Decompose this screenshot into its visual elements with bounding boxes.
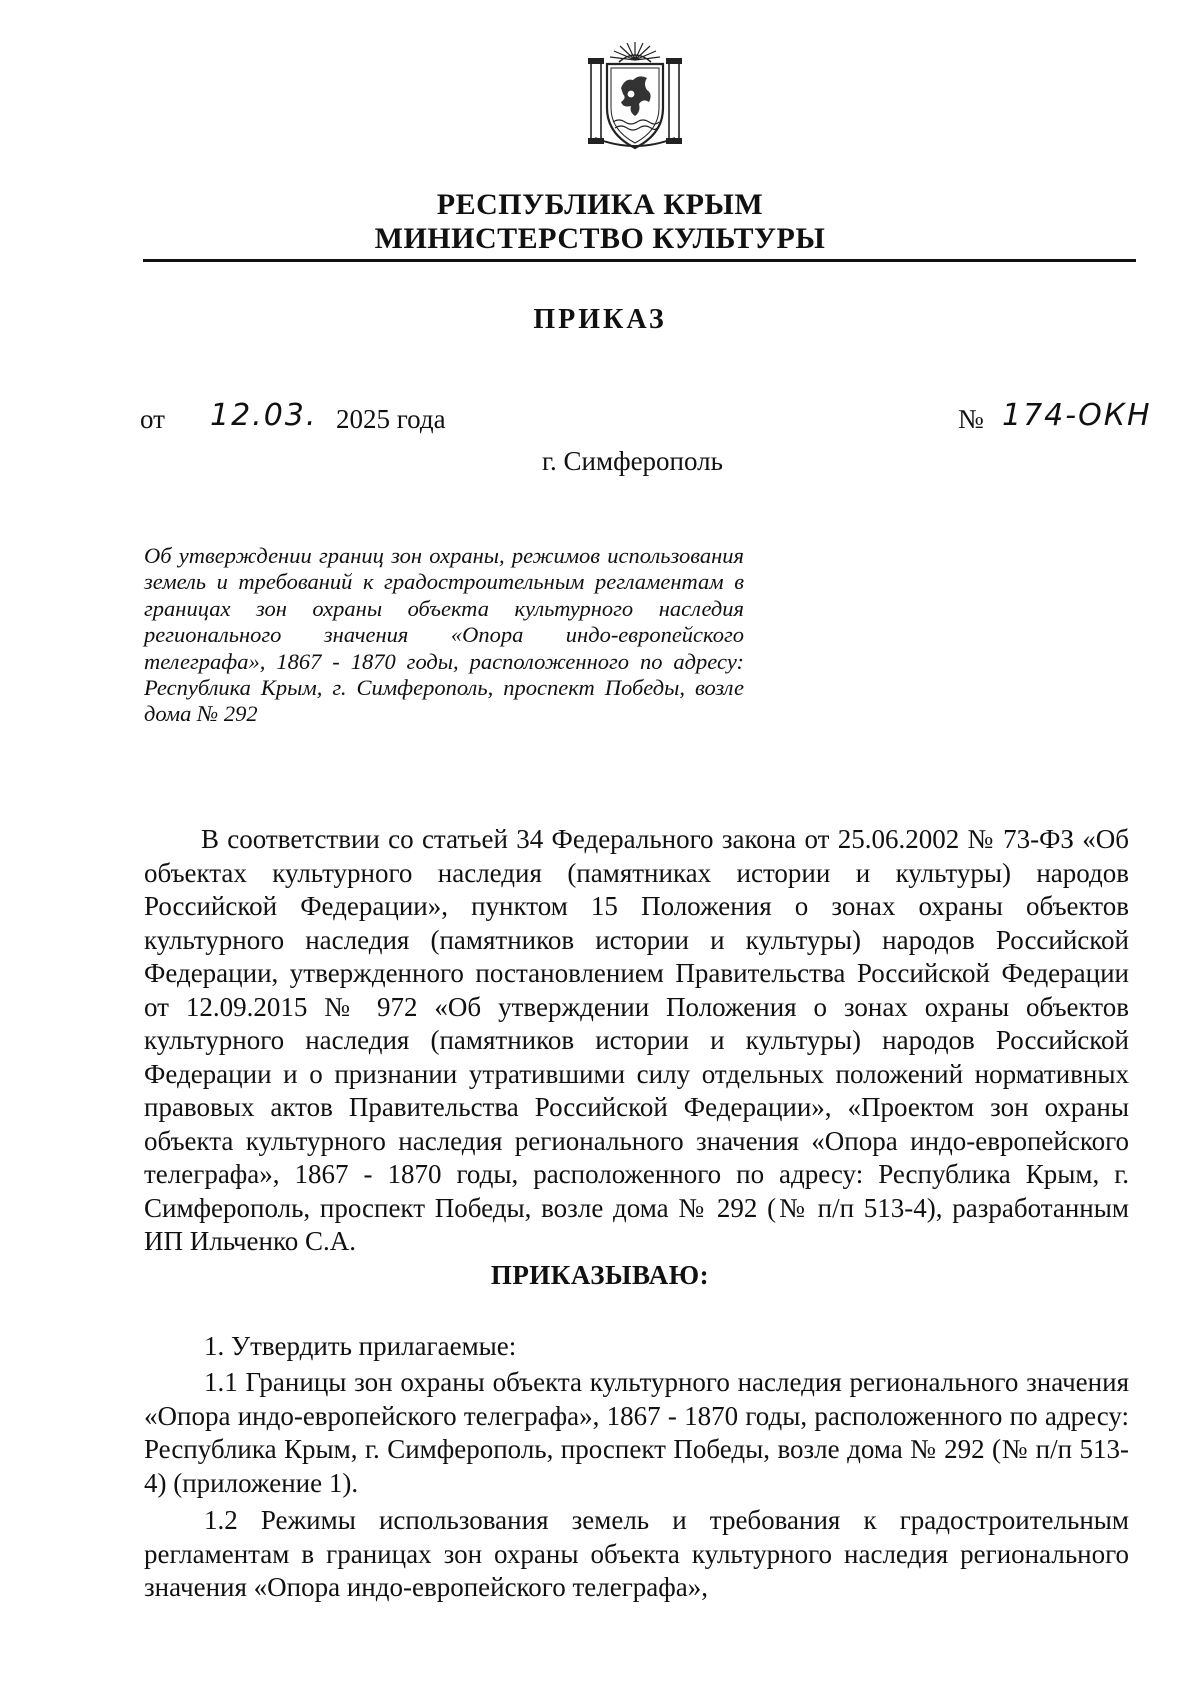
item-1: 1. Утвердить прилагаемые: — [204, 1331, 517, 1361]
date-year: 2025 года — [336, 404, 446, 434]
header-republic: РЕСПУБЛИКА КРЫМ — [436, 188, 764, 221]
city: г. Симферополь — [542, 446, 723, 476]
item-1-2: 1.2 Режимы использования земель и требования к градостроительным регламентам в границах зон охраны объекта культурного наследия регионального значения «Опора индо-европейского телеграфа», — [144, 1505, 1129, 1602]
header-ministry: МИНИСТЕРСТВО КУЛЬТУРЫ — [374, 222, 826, 255]
order-title: ПРИКАЗ — [533, 304, 667, 335]
number-sign: № — [958, 404, 984, 434]
crimea-coat-of-arms-icon — [583, 38, 687, 156]
preamble-paragraph: В соответствии со статьей 34 Федерального закона от 25.06.2002 № 73-ФЗ «Об объектах культурного наследия (памятниках истории и культуры) народов Российской Федерации», пунктом 15 Положения о зонах охраны объектов культурного наследия (памятников истории и культуры) народов Российской Федерации, утвержденного постановлением Правительства Российской Федерации от 12.09.2015 № 972 «Об утверждении Положения о зонах охраны объектов культурного наследия (памятников истории и культуры) народов Российской Федерации и о признании утратившими силу отдельных положений нормативных правовых актов Правительства Российской Федерации», «Проектом зон охраны объекта культурного наследия регионального значения «Опора индо-европейского телеграфа», 1867 - 1870 годы, расположенного по адресу: Республика Крым, г. Симферополь, проспект Победы, возле дома № 292 (№ п/п 513-4), разработанным ИП Ильченко С.А. — [144, 824, 1129, 1256]
header-divider — [143, 259, 1136, 262]
item-1-1: 1.1 Границы зон охраны объекта культурного наследия регионального значения «Опора индо-европейского телеграфа», 1867 - 1870 годы, расположенного по адресу: Республика Крым, г. Симферополь, проспект Победы, возле дома № 292 (№ п/п 513-4) (приложение 1). — [144, 1367, 1129, 1498]
order-number-handwritten: 174-ОКН — [1002, 398, 1152, 433]
orders-heading: ПРИКАЗЫВАЮ: — [490, 1260, 710, 1290]
date-prefix: от — [140, 404, 165, 434]
date-handwritten: 12.03. — [210, 398, 318, 433]
order-subject: Об утверждении границ зон охраны, режимов использования земель и требований к градостроительным регламентам в границах зон охраны объекта культурного наследия регионального значения «Опора индо-европейского телеграфа», 1867 - 1870 годы, расположенного по адресу: Республика Крым, г. Симферополь, проспект Победы, возле дома № 292 — [144, 543, 744, 727]
